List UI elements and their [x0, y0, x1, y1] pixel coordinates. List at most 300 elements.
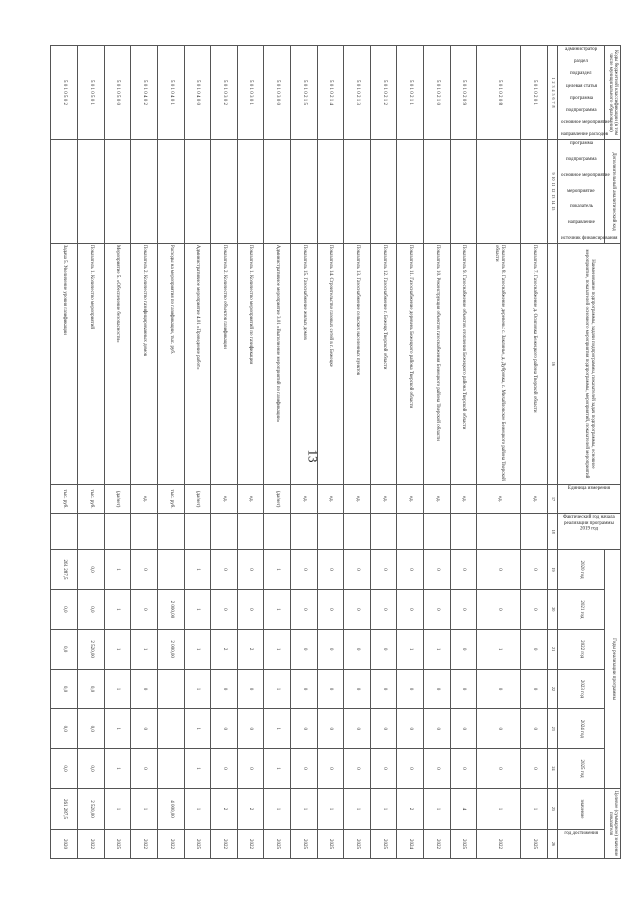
value-2021-cell: 0	[317, 589, 344, 629]
value-2022-cell: 0,0	[51, 629, 78, 669]
table-row	[184, 46, 211, 859]
fact-header: Фактический год начала реализации программы 2019 год	[558, 513, 621, 549]
fact-cell	[211, 513, 238, 549]
analytic-cell	[370, 140, 397, 244]
value-2023-cell: 1	[184, 669, 211, 709]
final-year-cell: 2025	[521, 829, 548, 858]
column-number-cell	[548, 589, 558, 629]
table-row	[157, 46, 184, 859]
value-2022-cell: 0	[344, 629, 371, 669]
code-cell: 5 0 1 0 2 1 2	[370, 46, 397, 140]
unit-cell: ед.	[317, 485, 344, 514]
table-row	[291, 46, 318, 859]
final-value-header: значение	[558, 788, 605, 829]
final-year-cell: 2025	[370, 829, 397, 858]
unit-cell: (да/нет)	[104, 485, 131, 514]
document-table-sheet	[55, 45, 621, 859]
code-cell: 5 0 1 0 4 0 0	[184, 46, 211, 140]
column-number: 22	[550, 686, 556, 691]
year-2020-header: 2020 год	[558, 550, 605, 590]
analytic-subheaders: программа подпрограмма основное мероприятие мероприятие показатель направление источник финансирования	[558, 140, 605, 244]
value-2021-cell: 0,0	[51, 589, 78, 629]
value-2020-cell: 0	[291, 550, 318, 590]
column-number: 5	[550, 93, 556, 96]
value-2021-cell: 0	[521, 589, 548, 629]
value-2024-cell: 0	[397, 709, 424, 749]
value-2021-cell: 0	[477, 589, 521, 629]
table-row	[424, 46, 451, 859]
fact-cell	[157, 513, 184, 549]
year-2024-header: 2024 год	[558, 709, 605, 749]
value-2022-cell: 1	[104, 629, 131, 669]
code-cell: 5 0 1 0 2 1 0	[424, 46, 451, 140]
value-2023-cell: 0	[424, 669, 451, 709]
value-2020-cell: 0	[211, 550, 238, 590]
table-body	[51, 46, 558, 859]
table-row	[78, 46, 105, 859]
name-cell: Показатель 9. Газоснабжение объектов отопления Бежецкого района Тверской области	[450, 243, 477, 484]
analytic-cell	[131, 140, 158, 244]
final-value-cell: 1	[521, 788, 548, 829]
fact-cell	[237, 513, 264, 549]
value-2024-cell: 1	[264, 709, 291, 749]
final-year-header: год достижения	[558, 829, 605, 858]
column-number-cell	[548, 46, 558, 140]
code-cell: 5 0 1 0 2 1 4	[317, 46, 344, 140]
code-cell: 5 0 1 0 3 0 2	[211, 46, 238, 140]
value-2023-cell: 0	[237, 669, 264, 709]
analytic-cell	[424, 140, 451, 244]
value-2024-cell: 1	[104, 709, 131, 749]
value-2025-cell	[157, 749, 184, 789]
fact-cell	[477, 513, 521, 549]
value-2021-cell: 0	[211, 589, 238, 629]
final-value-cell: 4	[450, 788, 477, 829]
column-number-cell	[548, 788, 558, 829]
value-2022-cell: 1	[264, 629, 291, 669]
value-2022-cell: 0	[450, 629, 477, 669]
fact-cell	[450, 513, 477, 549]
code-cell: 5 0 1 0 2 0 8	[477, 46, 521, 140]
value-2023-cell: 0	[211, 669, 238, 709]
value-2024-cell	[157, 709, 184, 749]
budget-code-header: Коды бюджетной классификации (в том числе муниципального образования)	[605, 46, 621, 140]
column-number-cell	[548, 669, 558, 709]
column-number: 16	[550, 361, 556, 366]
final-value-cell: 1	[370, 788, 397, 829]
name-cell: Административное мероприятие 4.01 «Проведение работ»	[184, 243, 211, 484]
value-2023-cell: 1	[104, 669, 131, 709]
value-2020-cell: 261 287,5	[51, 550, 78, 590]
table-row	[477, 46, 521, 859]
analytic-cell	[264, 140, 291, 244]
unit-cell: (да/нет)	[184, 485, 211, 514]
column-number: 9	[550, 172, 556, 175]
value-2024-cell: 0	[291, 709, 318, 749]
value-2021-cell: 0	[237, 589, 264, 629]
value-2024-cell: 0	[370, 709, 397, 749]
value-2021-cell: 0	[450, 589, 477, 629]
value-2021-cell: 0	[131, 589, 158, 629]
code-cell: 5 0 1 0 3 0 1	[237, 46, 264, 140]
analytic-cell	[450, 140, 477, 244]
column-number: 2	[550, 81, 556, 84]
year-2023-header: 2023 год	[558, 669, 605, 709]
table-row	[264, 46, 291, 859]
final-year-cell: 2025	[344, 829, 371, 858]
value-2023-cell: 0	[397, 669, 424, 709]
fact-cell	[184, 513, 211, 549]
fact-cell	[397, 513, 424, 549]
name-cell: Показатель 1. Количество мероприятий по газификации	[237, 243, 264, 484]
year-2021-header: 2021 год	[558, 589, 605, 629]
final-year-cell: 2022	[477, 829, 521, 858]
analytic-cell	[477, 140, 521, 244]
value-2024-cell: 0	[477, 709, 521, 749]
value-2021-cell: 0	[424, 589, 451, 629]
unit-cell: тыс. руб.	[157, 485, 184, 514]
final-year-cell: 2025	[450, 829, 477, 858]
code-cell: 5 0 1 0 5 0 0	[104, 46, 131, 140]
year-2025-header: 2025 год	[558, 749, 605, 789]
final-year-cell: 2022	[157, 829, 184, 858]
column-number: 12	[550, 188, 556, 193]
value-2025-cell: 0	[370, 749, 397, 789]
final-value-cell: 1	[264, 788, 291, 829]
program-table	[51, 45, 622, 859]
value-2024-cell: 0	[131, 709, 158, 749]
value-2020-cell: 0	[397, 550, 424, 590]
value-2025-cell: 0	[291, 749, 318, 789]
column-number-cell	[548, 709, 558, 749]
value-2022-cell: 0	[317, 629, 344, 669]
unit-cell: тыс. руб.	[51, 485, 78, 514]
fact-cell	[291, 513, 318, 549]
fact-cell	[131, 513, 158, 549]
value-2024-cell: 0	[424, 709, 451, 749]
column-number: 8	[550, 105, 556, 108]
final-year-cell: 2022	[211, 829, 238, 858]
value-2020-cell: 0	[344, 550, 371, 590]
value-2024-cell: 0	[521, 709, 548, 749]
fact-cell	[521, 513, 548, 549]
value-2022-cell: 2	[211, 629, 238, 669]
analytic-cell	[78, 140, 105, 244]
value-2021-cell: 2 000,00	[157, 589, 184, 629]
value-2024-cell: 1	[184, 709, 211, 749]
value-2023-cell	[157, 669, 184, 709]
value-2021-cell: 1	[104, 589, 131, 629]
unit-cell: ед.	[521, 485, 548, 514]
unit-cell: тыс. руб.	[78, 485, 105, 514]
name-cell: Административное мероприятие 3.01 «Выполнение мероприятий по газификации»	[264, 243, 291, 484]
value-2021-cell: 1	[184, 589, 211, 629]
value-2023-cell: 0	[291, 669, 318, 709]
value-2023-cell: 0	[450, 669, 477, 709]
name-cell: Показатель 8. Газоснабжение деревень: с. Заклинье, д. Дубровка, с. Михайловское Бежецкого района Тверской области	[477, 243, 521, 484]
column-number: 3	[550, 85, 556, 88]
analytic-cell	[317, 140, 344, 244]
code-cell: 5 0 1 0 5 0 1	[78, 46, 105, 140]
final-year-cell: 2025	[317, 829, 344, 858]
value-2020-cell: 1	[184, 550, 211, 590]
final-value-cell: 2	[397, 788, 424, 829]
value-2020-cell: 0	[131, 550, 158, 590]
final-value-cell: 1	[131, 788, 158, 829]
table-row	[370, 46, 397, 859]
value-2024-cell: 0	[237, 709, 264, 749]
unit-cell: ед.	[131, 485, 158, 514]
analytic-cell	[237, 140, 264, 244]
value-2024-cell: 0	[317, 709, 344, 749]
value-2025-cell: 0	[131, 749, 158, 789]
code-cell: 5 0 1 0 3 0 0	[264, 46, 291, 140]
table-row	[211, 46, 238, 859]
final-value-cell: 4 000,00	[157, 788, 184, 829]
column-number-cell	[548, 140, 558, 244]
value-2023-cell: 0	[370, 669, 397, 709]
final-year-cell: 2025	[291, 829, 318, 858]
column-numbers-row	[548, 46, 558, 859]
final-year-cell: 2022	[237, 829, 264, 858]
value-2020-cell: 0	[424, 550, 451, 590]
column-number: 21	[550, 647, 556, 652]
analytic-cell	[344, 140, 371, 244]
unit-cell: ед.	[237, 485, 264, 514]
name-cell: Показатель 13. Газоснабжение сельских населенных пунктов	[344, 243, 371, 484]
analytic-code-header: Дополнительный аналитический код	[605, 140, 621, 244]
column-number-cell	[548, 550, 558, 590]
column-number: 13	[550, 194, 556, 199]
value-2021-cell: 0	[397, 589, 424, 629]
value-2025-cell: 0	[424, 749, 451, 789]
value-2025-cell: 0	[521, 749, 548, 789]
column-number: 23	[550, 726, 556, 731]
value-2024-cell: 0	[344, 709, 371, 749]
value-2020-cell: 0	[450, 550, 477, 590]
value-2025-cell: 0	[344, 749, 371, 789]
name-cell: Показатель 12. Газоснабжение г. Бежецк Тверской области	[370, 243, 397, 484]
value-2025-cell: 0,0	[78, 749, 105, 789]
name-cell: Мероприятие 5. «Обеспечение безопасности»	[104, 243, 131, 484]
fact-cell	[264, 513, 291, 549]
table-row	[317, 46, 344, 859]
column-number-cell	[548, 485, 558, 514]
column-number: 24	[550, 766, 556, 771]
code-cell: 5 0 1 0 2 1 3	[344, 46, 371, 140]
value-2025-cell: 0	[450, 749, 477, 789]
final-year-cell: 2025	[104, 829, 131, 858]
header-row-1	[605, 46, 621, 859]
column-number-cell	[548, 829, 558, 858]
value-2020-cell: 0	[317, 550, 344, 590]
analytic-cell	[104, 140, 131, 244]
value-2023-cell: 0,0	[78, 669, 105, 709]
value-2020-cell: 0,0	[78, 550, 105, 590]
value-2025-cell: 0	[397, 749, 424, 789]
final-value-cell: 261 287,5	[51, 788, 78, 829]
final-year-cell: 2024	[397, 829, 424, 858]
column-number: 1	[550, 77, 556, 80]
column-number: 11	[550, 182, 556, 187]
value-2025-cell: 0	[211, 749, 238, 789]
value-2022-cell: 2 520,00	[78, 629, 105, 669]
value-2020-cell: 1	[104, 550, 131, 590]
column-number-cell	[548, 243, 558, 484]
final-year-cell: 2022	[131, 829, 158, 858]
fact-cell	[344, 513, 371, 549]
value-2022-cell: 0	[370, 629, 397, 669]
final-value-cell: 1	[424, 788, 451, 829]
unit-cell: ед.	[291, 485, 318, 514]
final-value-cell: 1	[344, 788, 371, 829]
fact-cell	[104, 513, 131, 549]
value-2020-cell: 0	[521, 550, 548, 590]
fact-cell	[78, 513, 105, 549]
value-2025-cell: 0	[477, 749, 521, 789]
unit-cell: ед.	[211, 485, 238, 514]
final-value-cell: 1	[291, 788, 318, 829]
column-number: 20	[550, 607, 556, 612]
column-number: 18	[550, 529, 556, 534]
code-cell: 5 0 1 0 4 0 1	[157, 46, 184, 140]
unit-cell: ед.	[370, 485, 397, 514]
value-2021-cell: 0	[370, 589, 397, 629]
column-number: 19	[550, 567, 556, 572]
code-cell: 5 0 1 0 2 0 1	[521, 46, 548, 140]
column-number: 25	[550, 806, 556, 811]
code-cell: 5 0 1 0 2 1 5	[291, 46, 318, 140]
budget-subheaders: администратор раздел подраздел целевая статья программа подпрограмма основное мероприятие направление расходов	[558, 46, 605, 140]
analytic-cell	[157, 140, 184, 244]
value-2020-cell	[157, 550, 184, 590]
final-value-cell: 1	[184, 788, 211, 829]
table-row	[397, 46, 424, 859]
value-2021-cell: 0	[291, 589, 318, 629]
column-number: 10	[550, 176, 556, 181]
table-row	[237, 46, 264, 859]
table-row	[344, 46, 371, 859]
unit-cell: ед.	[477, 485, 521, 514]
fact-cell	[370, 513, 397, 549]
name-header: Наименование подпрограммы, задачи подпрограммы, показателей задач подпрограммы, основное мероприятие, показателей основного мероприятия подпрограммы, мероприятий, показателей мероприятий	[558, 243, 621, 484]
final-value-cell: 2	[211, 788, 238, 829]
table-row	[104, 46, 131, 859]
value-2023-cell: 0	[131, 669, 158, 709]
column-number-cell	[548, 513, 558, 549]
name-cell: Показатель 11. Газоснабжение деревень Бежецкого района Тверской области	[397, 243, 424, 484]
table-row	[131, 46, 158, 859]
name-cell: Расходы на мероприятия по газификации, тыс. руб.	[157, 243, 184, 484]
value-2023-cell: 1	[264, 669, 291, 709]
value-2022-cell: 1	[397, 629, 424, 669]
code-cell: 5 0 1 0 2 0 9	[450, 46, 477, 140]
final-year-cell: 2022	[424, 829, 451, 858]
fact-cell	[51, 513, 78, 549]
value-2022-cell: 0	[291, 629, 318, 669]
page-number: 13	[305, 449, 321, 463]
fact-cell	[317, 513, 344, 549]
value-2025-cell: 1	[184, 749, 211, 789]
value-2025-cell: 1	[264, 749, 291, 789]
value-2023-cell: 0	[344, 669, 371, 709]
value-2022-cell: 2 000,00	[157, 629, 184, 669]
column-number-cell	[548, 629, 558, 669]
years-header: Годы реализации программы	[605, 550, 621, 789]
table-row	[450, 46, 477, 859]
value-2024-cell: 0,0	[78, 709, 105, 749]
analytic-cell	[211, 140, 238, 244]
unit-cell: ед.	[344, 485, 371, 514]
analytic-cell	[184, 140, 211, 244]
value-2024-cell: 0,0	[51, 709, 78, 749]
column-number: 6	[550, 97, 556, 100]
value-2023-cell: 0,0	[51, 669, 78, 709]
analytic-cell	[397, 140, 424, 244]
value-2024-cell: 0	[211, 709, 238, 749]
final-value-cell: 1	[104, 788, 131, 829]
code-cell: 5 0 1 0 5 0 2	[51, 46, 78, 140]
column-number: 26	[550, 841, 556, 846]
final-year-cell: 2025	[184, 829, 211, 858]
year-2022-header: 2022 год	[558, 629, 605, 669]
value-2021-cell: 1	[264, 589, 291, 629]
value-2025-cell: 1	[104, 749, 131, 789]
value-2025-cell: 0,0	[51, 749, 78, 789]
name-cell: Показатель 10. Реконструкция объектов газоснабжения Бежецкого района Тверской области	[424, 243, 451, 484]
value-2023-cell: 0	[521, 669, 548, 709]
value-2020-cell: 0	[237, 550, 264, 590]
value-2025-cell: 0	[317, 749, 344, 789]
unit-cell: (да/нет)	[264, 485, 291, 514]
value-2022-cell: 1	[477, 629, 521, 669]
unit-cell: ед.	[424, 485, 451, 514]
name-cell: Показатель 1. Количество мероприятий	[78, 243, 105, 484]
table-row	[51, 46, 78, 859]
column-number-cell	[548, 749, 558, 789]
analytic-cell	[521, 140, 548, 244]
analytic-cell	[51, 140, 78, 244]
value-2025-cell: 0	[237, 749, 264, 789]
final-value-cell: 2	[237, 788, 264, 829]
final-value-cell: 2 520,00	[78, 788, 105, 829]
final-year-cell: 2025	[264, 829, 291, 858]
final-year-cell: 2022	[78, 829, 105, 858]
code-cell: 5 0 1 0 4 0 2	[131, 46, 158, 140]
value-2020-cell: 0	[370, 550, 397, 590]
column-number: 7	[550, 101, 556, 104]
value-2022-cell: 1	[424, 629, 451, 669]
final-value-cell: 1	[317, 788, 344, 829]
column-number: 15	[550, 206, 556, 211]
unit-cell: ед.	[450, 485, 477, 514]
fact-cell	[424, 513, 451, 549]
value-2024-cell: 0	[450, 709, 477, 749]
code-cell: 5 0 1 0 2 1 1	[397, 46, 424, 140]
column-number: 14	[550, 200, 556, 205]
unit-cell: ед.	[397, 485, 424, 514]
column-number: 17	[550, 497, 556, 502]
value-2023-cell: 0	[477, 669, 521, 709]
name-cell: Показатель 2. Количество объектов газификации	[211, 243, 238, 484]
final-year-cell: 2020	[51, 829, 78, 858]
value-2022-cell: 0	[521, 629, 548, 669]
value-2021-cell: 0,0	[78, 589, 105, 629]
column-number: 4	[550, 89, 556, 92]
analytic-cell	[291, 140, 318, 244]
final-value-cell: 1	[477, 788, 521, 829]
unit-header: Единица измерения	[558, 485, 621, 514]
